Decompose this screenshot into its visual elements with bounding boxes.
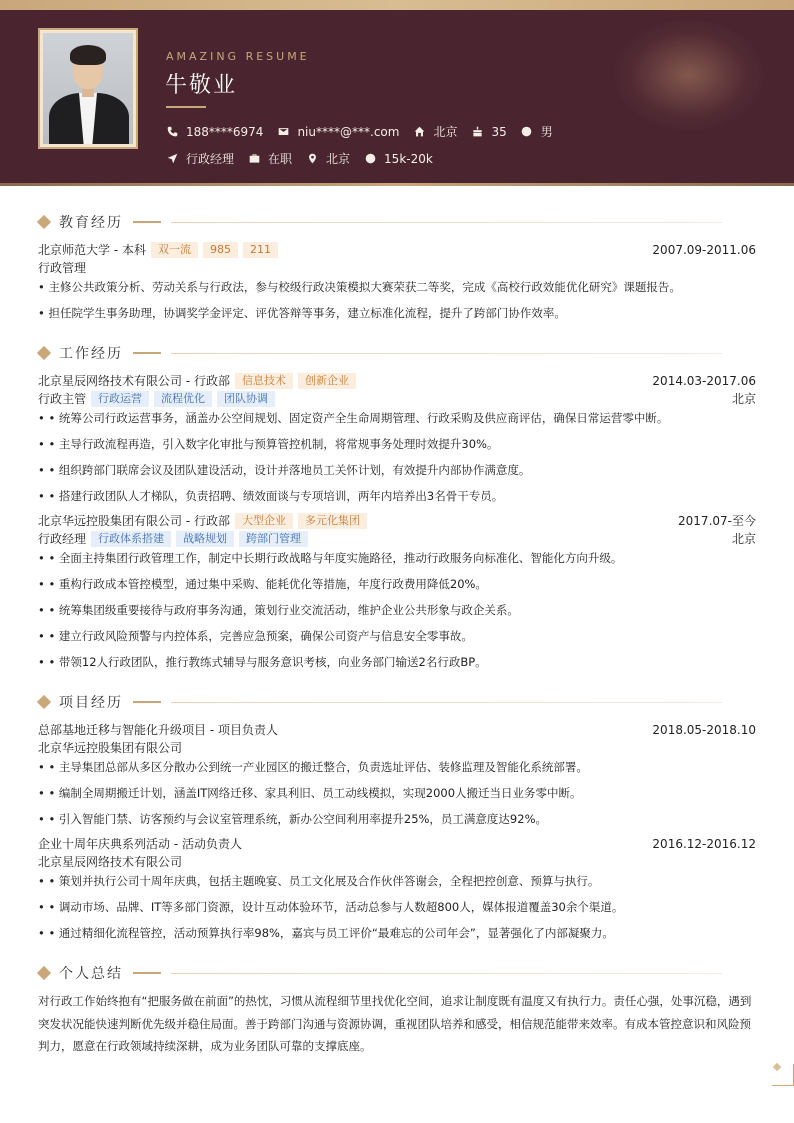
home-info: [413, 123, 457, 140]
work-header: [38, 372, 756, 389]
school-tag: 985: [203, 242, 238, 258]
email-text: niu****@***.com: [297, 124, 400, 139]
work-bullet: • • 主导行政流程再造，引入数字化审批与预算管控机制，将常规事务处理时效提升30%。: [38, 437, 499, 451]
contact-row: [166, 123, 567, 140]
title-divider: [171, 973, 722, 974]
diamond-icon: [37, 346, 51, 360]
candidate-name: 牛敬业: [165, 73, 238, 98]
header-glow: [614, 20, 764, 130]
title-accent-line: [133, 972, 161, 974]
header-banner: [0, 10, 794, 186]
project-name: 企业十周年庆典系列活动 - 活动负责人: [38, 837, 242, 851]
age-text: 35: [491, 124, 507, 139]
company-tag: 创新企业: [298, 373, 356, 389]
title-divider: [171, 222, 722, 223]
title-divider: [171, 353, 722, 354]
project-bullet: • • 调动市场、品牌、IT等多部门资源，设计互动体验环节，活动总参与人数超800人，媒体报道覆盖30余个渠道。: [38, 900, 624, 914]
age-info: [471, 125, 506, 139]
gender-info: [521, 123, 553, 140]
work-location: 北京: [731, 532, 756, 546]
top-accent-line: [0, 0, 794, 10]
phone-info: [166, 125, 263, 139]
education-header: [38, 241, 756, 258]
title-accent-line: [133, 221, 161, 223]
title-accent-line: [133, 701, 161, 703]
avatar-photo: [43, 33, 133, 144]
education-bullet: • 主修公共政策分析、劳动关系与行政法，参与校级行政决策模拟大赛荣获二等奖，完成《高校行政效能优化研究》课题报告。: [38, 280, 681, 294]
company-tag: 信息技术: [235, 373, 293, 389]
gender-icon: [521, 126, 533, 138]
work-role-row: [38, 530, 756, 547]
company-tag: 大型企业: [235, 513, 293, 529]
position-text: 行政经理: [186, 152, 235, 166]
gender-text: 男: [540, 125, 553, 139]
school-tag: 211: [243, 242, 278, 258]
skill-tag: 行政运营: [91, 391, 149, 407]
diamond-icon: [37, 966, 51, 980]
project-company: 北京华远控股集团有限公司: [38, 741, 183, 755]
phone-icon: [166, 126, 178, 138]
section-title: 教育经历: [59, 215, 123, 231]
phone-text: 188****6974: [186, 124, 264, 139]
skill-tag: 团队协调: [217, 391, 275, 407]
status-info: [248, 150, 292, 167]
school-tag: 双一流: [151, 242, 198, 258]
work-bullet: • • 统筹集团级重要接待与政府事务沟通，策划行业交流活动，维护企业公共形象与政企关系。: [38, 603, 519, 617]
project-bullet: • • 引入智能门禁、访客预约与会议室管理系统，新办公空间利用率提升25%，员工满意度达92%。: [38, 812, 547, 826]
section-title: 工作经历: [59, 346, 123, 362]
education-bullet: • 担任院学生事务助理，协调奖学金评定、评优答辩等事务，建立标准化流程，提升了跨部门协作效率。: [38, 306, 566, 320]
company-name: 北京星辰网络技术有限公司 - 行政部: [38, 374, 230, 388]
work-bullet: • • 建立行政风险预警与内控体系，完善应急预案，确保公司资产与信息安全零事故。: [38, 629, 473, 643]
education-date: 2007.09-2011.06: [652, 242, 756, 257]
work-bullet: • • 统筹公司行政运营事务，涵盖办公空间规划、固定资产全生命周期管理、行政采购及供应商评估，确保日常运营零中断。: [38, 411, 669, 425]
resume-subtitle: AMAZING RESUME: [166, 50, 310, 63]
work-date: 2014.03-2017.06: [652, 373, 756, 388]
project-company: 北京星辰网络技术有限公司: [38, 855, 183, 869]
project-bullet: • • 通过精细化流程管控，活动预算执行率98%，嘉宾与员工评价“最难忘的公司年会”，显著强化了内部凝聚力。: [38, 926, 614, 940]
section-projects: [36, 692, 722, 712]
name-underline: [166, 106, 206, 108]
section-work: [36, 343, 722, 363]
briefcase-icon: [248, 153, 260, 165]
status-text: 在职: [268, 152, 293, 166]
section-summary: [36, 963, 722, 983]
diamond-icon: [37, 215, 51, 229]
section-education: [36, 212, 722, 232]
project-header: [38, 721, 756, 738]
work-location: 北京: [731, 392, 756, 406]
project-date: 2016.12-2016.12: [652, 836, 756, 851]
work-header: [38, 512, 756, 529]
send-icon: [166, 153, 178, 165]
work-bullet: • • 带领12人行政团队，推行教练式辅导与服务意识考核，向业务部门输送2名行政BP。: [38, 655, 487, 669]
job-intent-row: [166, 150, 447, 167]
job-title: 行政经理: [38, 532, 87, 546]
city-info: [306, 150, 350, 167]
major: 行政管理: [38, 261, 87, 275]
city-text: 北京: [326, 152, 351, 166]
email-info: [277, 125, 399, 139]
skill-tag: 跨部门管理: [239, 531, 308, 547]
salary-text: 15k-20k: [384, 151, 433, 166]
section-title: 项目经历: [59, 695, 123, 711]
diamond-icon: [37, 695, 51, 709]
work-date: 2017.07-至今: [678, 514, 756, 528]
project-date: 2018.05-2018.10: [652, 722, 756, 737]
job-title: 行政主管: [38, 392, 87, 406]
skill-tag: 流程优化: [154, 391, 212, 407]
skill-tag: 行政体系搭建: [91, 531, 171, 547]
work-bullet: • • 搭建行政团队人才梯队，负责招聘、绩效面谈与专项培训，两年内培养出3名骨干专员。: [38, 489, 504, 503]
work-role-row: [38, 390, 756, 407]
mail-icon: [277, 126, 289, 138]
school-name: 北京师范大学 - 本科: [38, 243, 146, 257]
project-bullet: • • 编制全周期搬迁计划，涵盖IT网络迁移、家具利旧、员工动线模拟，实现2000人搬迁当日业务零中断。: [38, 786, 582, 800]
location-icon: [306, 153, 318, 165]
company-tag: 多元化集团: [298, 513, 367, 529]
project-name: 总部基地迁移与智能化升级项目 - 项目负责人: [38, 723, 278, 737]
work-bullet: • • 组织跨部门联席会议及团队建设活动，设计并落地员工关怀计划，有效提升内部协作满意度。: [38, 463, 531, 477]
project-bullet: • • 策划并执行公司十周年庆典，包括主题晚宴、员工文化展及合作伙伴答谢会，全程把控创意、预算与执行。: [38, 874, 600, 888]
cake-icon: [471, 126, 483, 138]
work-bullet: • • 重构行政成本管控模型，通过集中采购、能耗优化等措施，年度行政费用降低20%。: [38, 577, 487, 591]
project-bullet: • • 主导集团总部从多区分散办公到统一产业园区的搬迁整合，负责选址评估、装修监理及智能化系统部署。: [38, 760, 588, 774]
section-title: 个人总结: [59, 966, 123, 982]
avatar: [38, 28, 138, 149]
project-header: [38, 835, 756, 852]
summary-text: 对行政工作始终抱有“把服务做在前面”的热忱，习惯从流程细节里找优化空间，追求让制度既有温度又有执行力。责任心强，处事沉稳，遇到突发状况能快速判断优先级并稳住局面。善于跨部门沟通与资源协调，重视团队培养和感受，相信规范能带来效率。有成本管控意识和风险预判力，愿意在行政领域持续深耕，成为业务团队可靠的支撑底座。: [38, 994, 752, 1053]
title-accent-line: [133, 352, 161, 354]
salary-info: [364, 152, 433, 166]
work-bullet: • • 全面主持集团行政管理工作，制定中长期行政战略与年度实施路径，推动行政服务向标准化、智能化方向升级。: [38, 551, 623, 565]
money-icon: [364, 153, 376, 165]
header-bottom-line: [0, 183, 794, 186]
title-divider: [171, 702, 722, 703]
skill-tag: 战略规划: [176, 531, 234, 547]
position-info: [166, 150, 234, 167]
home-icon: [413, 126, 425, 138]
home-text: 北京: [433, 125, 458, 139]
company-name: 北京华远控股集团有限公司 - 行政部: [38, 514, 230, 528]
